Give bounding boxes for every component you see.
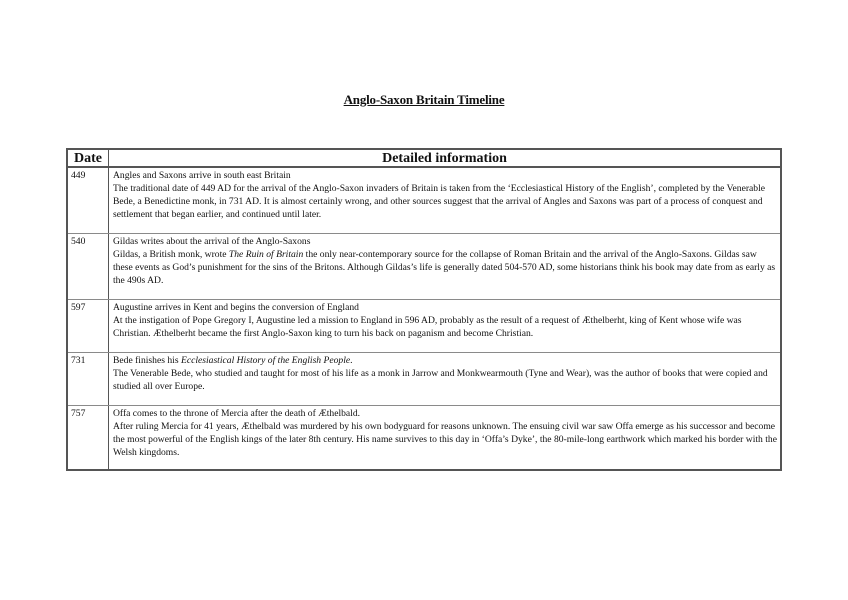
date-cell: 449 xyxy=(67,167,109,234)
date-column-header: Date xyxy=(67,149,109,167)
entry-body: At the instigation of Pope Gregory I, Augustine led a mission to England in 596 AD, probably as the result of a request of Æthelberht, king of Kent whose wife was Christian. Æthelberht became the first Anglo-Saxon king to turn his back on paganism and become Christian. xyxy=(113,315,742,339)
entry-body: After ruling Mercia for 41 years, Æthelbald was murdered by his own bodyguard for reasons unknown. The ensuing civil war saw Offa emerge as his successor and become the most powerful of the English kings of the later 8th century. His name survives to this day in ‘Offa’s Dyke’, the 80-mile-long earthwork which marked his border with the Welsh kingdoms. xyxy=(113,421,777,458)
entry-body: The Venerable Bede, who studied and taught for most of his life as a monk in Jarrow and Monkwearmouth (Tyne and Wear), was the author of books that were copied and studied all over Europe. xyxy=(113,368,768,392)
date-cell: 757 xyxy=(67,406,109,471)
info-column-header: Detailed information xyxy=(109,149,782,167)
table-header-row xyxy=(67,149,781,167)
entry-heading: Angles and Saxons arrive in south east Britain xyxy=(113,170,291,181)
date-cell: 540 xyxy=(67,234,109,300)
entry-heading-text: Bede finishes his xyxy=(113,355,181,366)
table-row xyxy=(67,300,781,353)
info-cell xyxy=(109,406,782,471)
entry-heading: Offa comes to the throne of Mercia after the death of Æthelbald. xyxy=(113,408,361,419)
info-cell xyxy=(109,234,782,300)
date-cell: 597 xyxy=(67,300,109,353)
timeline-table xyxy=(66,148,782,471)
info-cell xyxy=(109,353,782,406)
entry-body xyxy=(113,248,777,287)
info-cell xyxy=(109,300,782,353)
table-row xyxy=(67,234,781,300)
entry-heading: Augustine arrives in Kent and begins the conversion of England xyxy=(113,302,359,313)
entry-body-text: Gildas, a British monk, wrote xyxy=(113,249,229,260)
entry-heading xyxy=(113,354,777,367)
book-title: The Ruin of Britain xyxy=(228,249,304,260)
table-row xyxy=(67,406,781,471)
table-row xyxy=(67,167,781,234)
page-title: Anglo-Saxon Britain Timeline xyxy=(343,92,505,107)
book-title: Ecclesiastical History of the English People xyxy=(180,355,351,366)
entry-body: The traditional date of 449 AD for the arrival of the Anglo-Saxon invaders of Britain is taken from the ‘Ecclesiastical History of the English’, completed by the Venerable Bede, a Benedictine monk, in 731 AD. It is almost certainly wrong, and other sources suggest that the arrival of Angles and Saxons was part of a process of conquest and settlement that began earlier, and continued until later. xyxy=(113,183,766,220)
entry-body-text: the only near-contemporary source for the collapse of Roman Britain and the arrival of the Anglo-Saxons. Gildas saw these events as God’s punishment for the sins of the Britons. Although Gildas’s life is generally dated 504-570 AD, some historians think his book may date from as early as the 490s AD. xyxy=(113,249,776,286)
info-cell xyxy=(109,167,782,234)
date-cell: 731 xyxy=(67,353,109,406)
entry-heading: Gildas writes about the arrival of the Anglo-Saxons xyxy=(113,236,311,247)
table-row xyxy=(67,353,781,406)
entry-heading-text: . xyxy=(350,355,353,366)
